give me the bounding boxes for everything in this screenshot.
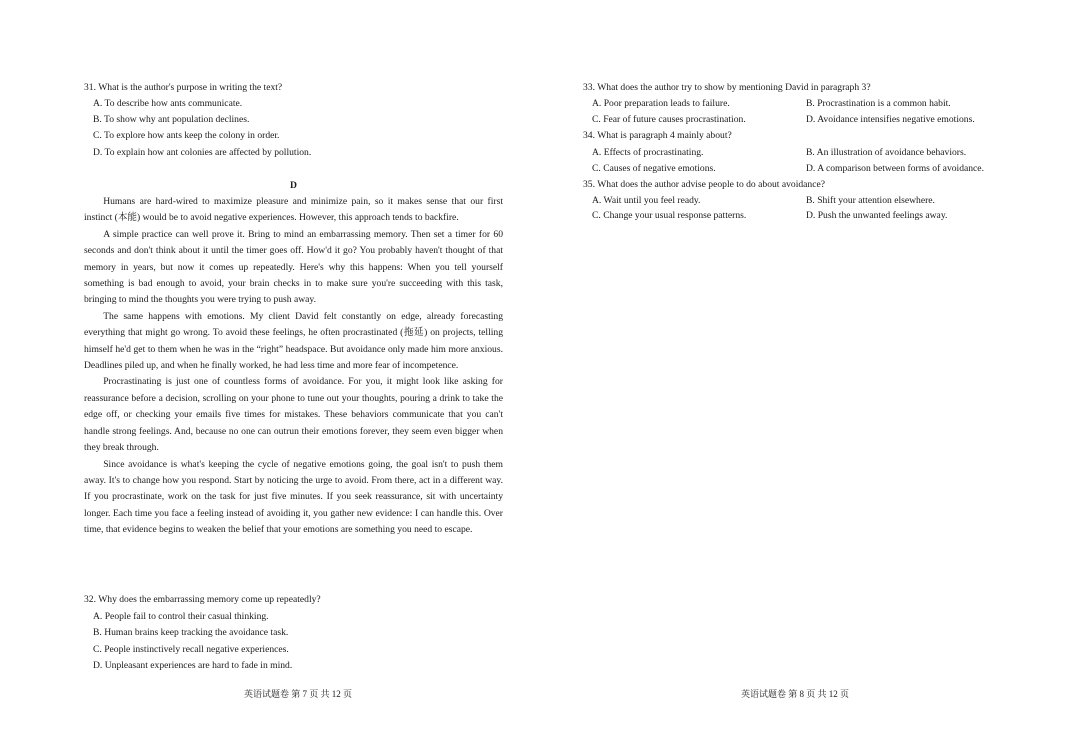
question-31-option-c: C. To explore how ants keep the colony in order. (93, 130, 280, 141)
question-34-option-d: D. A comparison between forms of avoidance. (806, 163, 984, 174)
question-34-option-b: B. An illustration of avoidance behaviors. (806, 147, 967, 158)
passage-paragraph-4: Procrastinating is just one of countless forms of avoidance. For you, it might look like asking for reassurance before a decision, scrolling on your phone to tune out your thoughts, pouring a drink to take the edge off, or checking your emails five times for mistakes. These behaviors communicate that you can't handle strong feelings. And, because no one can outrun their emotions forever, they seem even bigger when they break through. (84, 376, 503, 454)
passage-paragraph-2: A simple practice can well prove it. Bring to mind an embarrassing memory. Then set a timer for 60 seconds and don't think about it until the timer goes off. How'd it go? You probably haven't thought of that memory in years, but now it comes up repeatedly. Here's why this happens: When you tell yourself something is bad enough to avoid, your brain checks in to make sure you're succeeding with this task, bringing to mind the thoughts you were trying to push away. (84, 228, 503, 306)
question-31-stem: 31. What is the author's purpose in writing the text? (84, 82, 283, 93)
passage-paragraph-5: Since avoidance is what's keeping the cycle of negative emotions going, the goal isn't to push them away. It's to change how you respond. Start by noticing the urge to avoid. From there, act in a different way. If you procrastinate, work on the task for just five minutes. If you seek reassurance, sit with uncertainty longer. Each time you face a feeling instead of avoiding it, you gather new evidence: I can handle this. Over time, that evidence begins to weaken the belief that your emotions are something you need to escape. (84, 458, 503, 536)
question-35-option-d: D. Push the unwanted feelings away. (806, 210, 948, 221)
question-34-stem: 34. What is paragraph 4 mainly about? (583, 130, 732, 141)
passage-paragraph-3: The same happens with emotions. My client David felt constantly on edge, already forecasting everything that might go wrong. To avoid these feelings, he often procrastinated (拖延) on projects, telling himself he'd get to them when he was in the “right” headspace. But avoidance only made him more anxious. Deadlines piled up, and when he finally worked, he had less time and more fear of incompetence. (84, 310, 503, 372)
passage (84, 194, 503, 539)
page-footer-right: 英语试题卷 第 8 页 共 12 页 (741, 689, 850, 699)
passage-paragraph-1: Humans are hard-wired to maximize pleasure and minimize pain, so it makes sense that our first instinct (本能) would be to avoid negative experiences. However, this approach tends to backfire. (84, 196, 503, 224)
question-31-option-d: D. To explain how ant colonies are affected by pollution. (93, 147, 312, 158)
question-33-option-c: C. Fear of future causes procrastination. (592, 114, 746, 125)
question-32-option-b: B. Human brains keep tracking the avoidance task. (93, 627, 289, 638)
question-35-option-a: A. Wait until you feel ready. (592, 195, 701, 206)
question-34-option-c: C. Causes of negative emotions. (592, 163, 716, 174)
question-33-option-b: B. Procrastination is a common habit. (806, 98, 951, 109)
question-34-option-a: A. Effects of procrastinating. (592, 147, 704, 158)
question-35-option-b: B. Shift your attention elsewhere. (806, 195, 935, 206)
question-32-option-a: A. People fail to control their casual thinking. (93, 611, 269, 622)
question-33-option-d: D. Avoidance intensifies negative emotions. (806, 114, 975, 125)
question-33-option-a: A. Poor preparation leads to failure. (592, 98, 730, 109)
question-32-option-c: C. People instinctively recall negative experiences. (93, 644, 289, 655)
section-title: D (290, 180, 297, 191)
question-32-option-d: D. Unpleasant experiences are hard to fade in mind. (93, 660, 293, 671)
question-35-option-c: C. Change your usual response patterns. (592, 210, 747, 221)
question-33-stem: 33. What does the author try to show by mentioning David in paragraph 3? (583, 82, 871, 93)
question-31-option-b: B. To show why ant population declines. (93, 114, 250, 125)
question-32-stem: 32. Why does the embarrassing memory come up repeatedly? (84, 594, 321, 605)
question-31-option-a: A. To describe how ants communicate. (93, 98, 243, 109)
page-footer-left: 英语试题卷 第 7 页 共 12 页 (244, 689, 353, 699)
question-35-stem: 35. What does the author advise people to do about avoidance? (583, 179, 825, 190)
